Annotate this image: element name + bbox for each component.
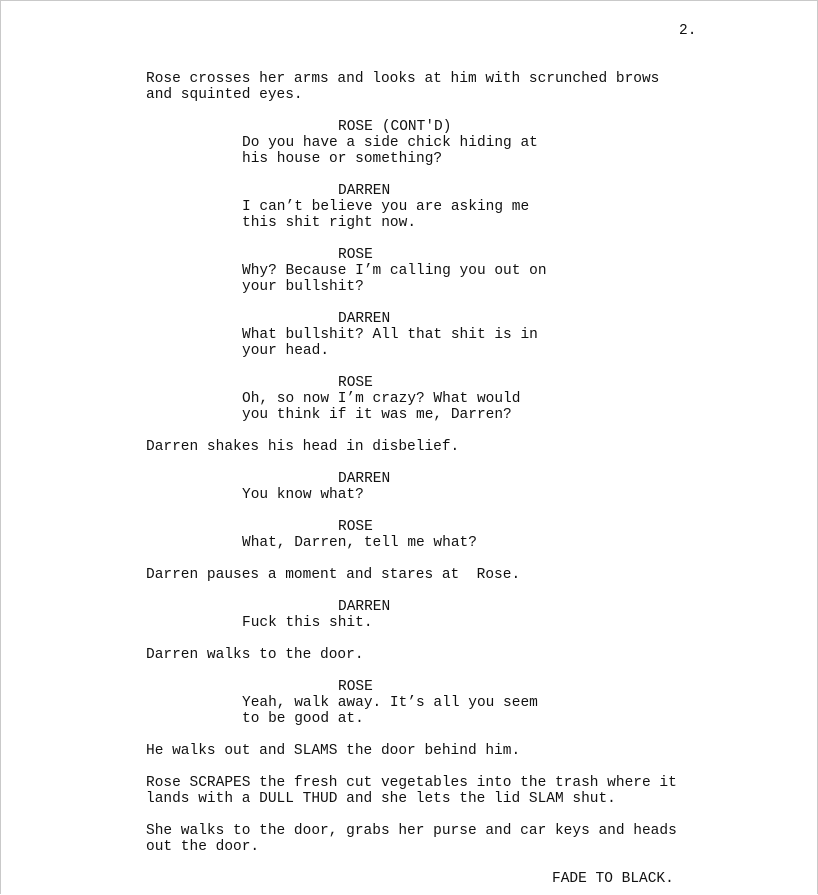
dialogue-line: your head. xyxy=(242,343,330,359)
character-name: ROSE xyxy=(338,375,373,391)
dialogue-line: your bullshit? xyxy=(242,279,364,295)
character-name: ROSE xyxy=(338,247,373,263)
character-name xyxy=(338,119,451,135)
action-line: and squinted eyes. xyxy=(146,87,303,103)
dialogue-line: You know what? xyxy=(242,487,364,503)
dialogue-line: Yeah, walk away. It’s all you seem xyxy=(242,695,538,711)
dialogue-line: this shit right now. xyxy=(242,215,417,231)
action-line: She walks to the door, grabs her purse and car keys and heads xyxy=(146,823,677,839)
character-name: DARREN xyxy=(338,183,391,199)
dialogue-line: you think if it was me, Darren? xyxy=(242,407,512,423)
transition: FADE TO BLACK. xyxy=(552,871,674,887)
dialogue-line: his house or something? xyxy=(242,151,443,167)
dialogue-line: What bullshit? All that shit is in xyxy=(242,327,538,343)
dialogue-line: Fuck this shit. xyxy=(242,615,373,631)
dialogue-line: What, Darren, tell me what? xyxy=(242,535,477,551)
character-name: DARREN xyxy=(338,471,391,487)
page-number: 2. xyxy=(679,23,697,39)
character-name-text: ROSE xyxy=(338,119,373,135)
dialogue-line: I can’t believe you are asking me xyxy=(242,199,530,215)
character-name: DARREN xyxy=(338,311,391,327)
action-line: Rose crosses her arms and looks at him with scrunched brows xyxy=(146,71,660,87)
character-extension: (CONT'D) xyxy=(381,119,452,135)
character-name: ROSE xyxy=(338,519,373,535)
action-line: He walks out and SLAMS the door behind him. xyxy=(146,743,521,759)
character-name: DARREN xyxy=(338,599,391,615)
dialogue-line: Why? Because I’m calling you out on xyxy=(242,263,547,279)
action-line: lands with a DULL THUD and she lets the lid SLAM shut. xyxy=(146,791,616,807)
action-line: Darren walks to the door. xyxy=(146,647,364,663)
action-line: out the door. xyxy=(146,839,260,855)
dialogue-line: Oh, so now I’m crazy? What would xyxy=(242,391,521,407)
dialogue-line: to be good at. xyxy=(242,711,364,727)
character-name: ROSE xyxy=(338,679,373,695)
action-line: Darren pauses a moment and stares at Rose. xyxy=(146,567,521,583)
dialogue-line: Do you have a side chick hiding at xyxy=(242,135,538,151)
action-line: Darren shakes his head in disbelief. xyxy=(146,439,460,455)
action-line: Rose SCRAPES the fresh cut vegetables into the trash where it xyxy=(146,775,677,791)
